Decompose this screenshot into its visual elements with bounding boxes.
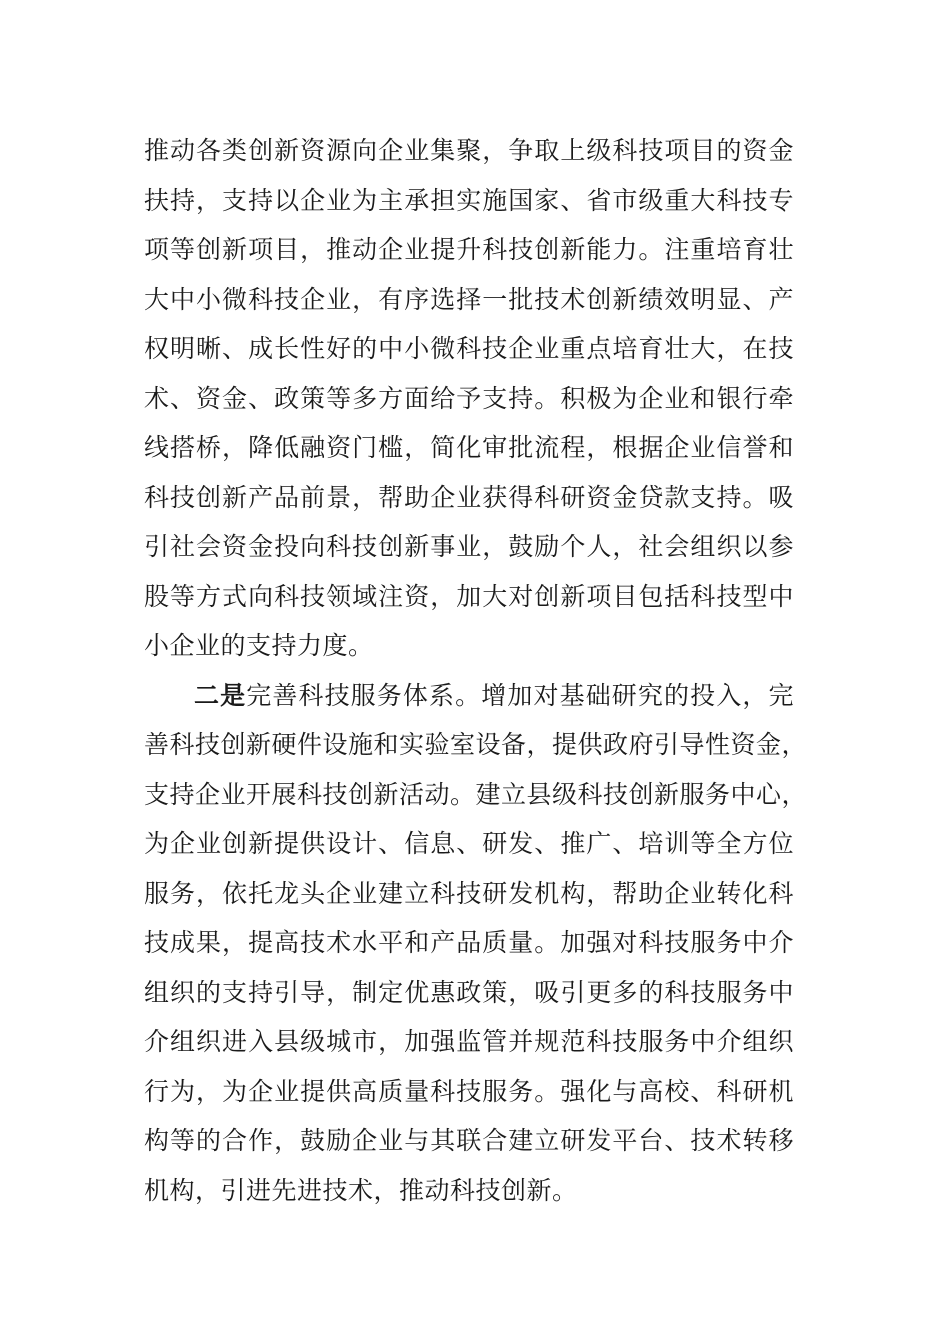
text-line: 大中小微科技企业，有序选择一批技术创新绩效明显、产: [144, 284, 794, 314]
text-line: 项等创新项目，推动企业提升科技创新能力。注重培育壮: [144, 235, 794, 264]
text-line: 服务，依托龙头企业建立科技研发机构，帮助企业转化科: [144, 878, 794, 908]
paragraph-2-first-line: [144, 671, 794, 721]
paragraph-2-first-line-text: 完善科技服务体系。增加对基础研究的投入，完: [246, 680, 794, 710]
document-body: [144, 126, 808, 1215]
paragraph-1: [144, 126, 794, 671]
paragraph-2: [144, 671, 808, 1216]
text-line: 行为，为企业提供高质量科技服务。强化与高校、科研机: [144, 1076, 794, 1106]
text-line: 扶持，支持以企业为主承担实施国家、省市级重大科技专: [144, 185, 794, 215]
text-line: 科技创新产品前景，帮助企业获得科研资金贷款支持。吸: [144, 482, 794, 512]
text-line: 为企业创新提供设计、信息、研发、推广、培训等全方位: [144, 829, 794, 858]
text-line: 股等方式向科技领域注资，加大对创新项目包括科技型中: [144, 581, 794, 611]
text-line: 技成果，提高技术水平和产品质量。加强对科技服务中介: [144, 928, 794, 957]
text-line: 推动各类创新资源向企业集聚，争取上级科技项目的资金: [144, 136, 794, 165]
text-line: 介组织进入县级城市，加强监管并规范科技服务中介组织: [144, 1027, 794, 1056]
text-line: 支持企业开展科技创新活动。建立县级科技创新服务中心，: [144, 779, 808, 809]
text-line: 线搭桥，降低融资门槛，简化审批流程，根据企业信誉和: [144, 433, 794, 462]
text-line: 引社会资金投向科技创新事业，鼓励个人，社会组织以参: [144, 532, 794, 561]
text-line: 术、资金、政策等多方面给予支持。积极为企业和银行牵: [144, 383, 794, 413]
paragraph-lead: 二是: [194, 680, 247, 710]
text-line: 小企业的支持力度。: [144, 631, 374, 660]
text-line: 组织的支持引导，制定优惠政策，吸引更多的科技服务中: [144, 977, 794, 1007]
text-line: 权明晰、成长性好的中小微科技企业重点培育壮大，在技: [144, 334, 794, 363]
text-line: 善科技创新硬件设施和实验室设备，提供政府引导性资金，: [144, 730, 808, 759]
text-line: 构等的合作，鼓励企业与其联合建立研发平台、技术转移: [144, 1126, 794, 1155]
text-line: 机构，引进先进技术，推动科技创新。: [144, 1175, 578, 1205]
